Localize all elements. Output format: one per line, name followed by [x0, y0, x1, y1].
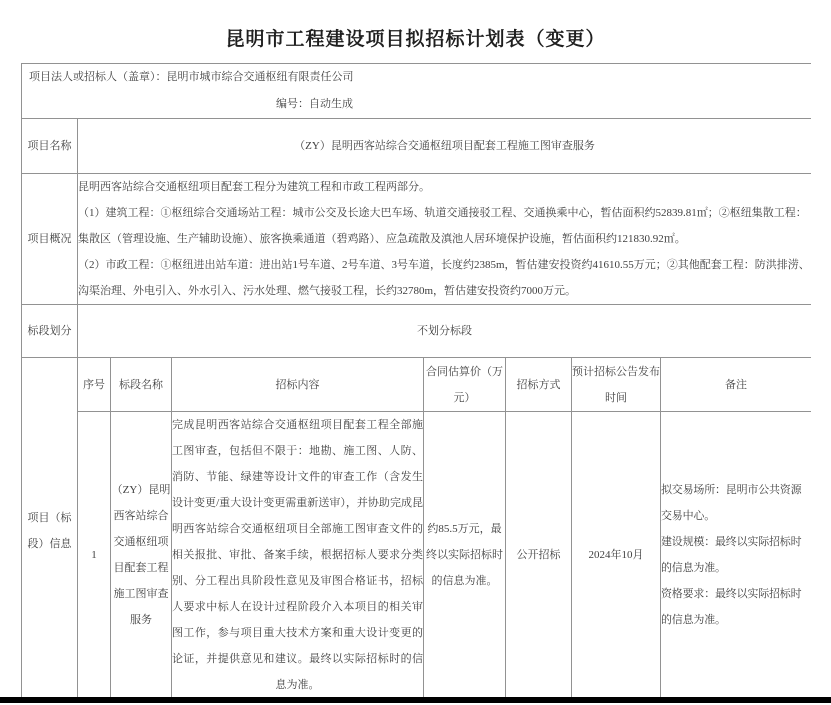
- cell-remarks: [661, 412, 812, 698]
- section-division-value: 不划分标段: [78, 305, 812, 358]
- bidding-plan-table: [21, 63, 811, 697]
- column-header-announce-time: 预计招标公告发布时间: [572, 358, 661, 412]
- project-overview-label: 项目概况: [22, 174, 78, 305]
- table-row: [22, 119, 812, 174]
- page-title: 昆明市工程建设项目拟招标计划表（变更）: [225, 29, 606, 50]
- column-header-section-name: 标段名称: [111, 358, 172, 412]
- project-name-label: 项目名称: [22, 119, 78, 174]
- remark-line: 拟交易场所：昆明市公共资源交易中心。: [661, 484, 802, 522]
- table-row: [22, 64, 812, 119]
- cell-announce-time: 2024年10月: [572, 412, 661, 698]
- column-header-content: 招标内容: [172, 358, 424, 412]
- remark-line: 资格要求：最终以实际招标时的信息为准。: [661, 588, 802, 626]
- project-overview-value: [78, 174, 812, 305]
- serial-number-line: 编号：自动生成: [276, 98, 353, 110]
- column-header-no: 序号: [78, 358, 111, 412]
- table-row: [22, 305, 812, 358]
- cell-no: 1: [78, 412, 111, 698]
- header-info-cell: [22, 64, 812, 119]
- cell-bid-method: 公开招标: [506, 412, 572, 698]
- cell-estimate: 约85.5万元，最终以实际招标时的信息为准。: [424, 412, 506, 698]
- section-info-label: 项目（标段）信息: [22, 358, 78, 698]
- table-header-row: [22, 358, 812, 412]
- project-name-value: （ZY）昆明西客站综合交通枢纽项目配套工程施工图审查服务: [78, 119, 812, 174]
- section-division-label: 标段划分: [22, 305, 78, 358]
- column-header-method: 招标方式: [506, 358, 572, 412]
- cell-bid-content: 完成昆明西客站综合交通枢纽项目配套工程全部施工图审查，包括但不限于：地勘、施工图、人防、消防、节能、绿建等设计文件的审查工作（含发生设计变更/重大设计变更需重新送审），并协助完成昆明西客站综合交通枢纽项目全部施工图审查文件的相关报批、审批、备案手续，根据招标人要求分类别、分工程出具阶段性意见及审图合格证书，招标人要求中标人在设计过程阶段介入本项目的相关审图工作，参与项目重大技术方案和重大设计变更的论证，并提供意见和建议。最终以实际招标时的信息为准。: [172, 412, 424, 698]
- overview-paragraph: （1）建筑工程：①枢纽综合交通场站工程：城市公交及长途大巴车场、轨道交通接驳工程、交通换乘中心，暂估面积约52839.81㎡；②枢纽集散工程：集散区（管理设施、生产辅助设施）、旅客换乘通道（碧鸡路）、应急疏散及滇池人居环境保护设施，暂估面积约121830.92㎡。: [78, 207, 807, 245]
- window-bottom-edge: [0, 697, 831, 703]
- legal-person-line: 项目法人或招标人（盖章）：昆明市城市综合交通枢纽有限责任公司: [29, 71, 354, 83]
- cell-section-name: （ZY）昆明西客站综合交通枢纽项目配套工程施工图审查服务: [111, 412, 172, 698]
- table-row: [22, 174, 812, 305]
- overview-paragraph: 昆明西客站综合交通枢纽项目配套工程分为建筑工程和市政工程两部分。: [78, 181, 430, 193]
- overview-paragraph: （2）市政工程：①枢纽进出站车道：进出站1号车道、2号车道、3号车道，长度约2385m，暂估建安投资约41610.55万元；②其他配套工程：防洪排涝、沟渠治理、外电引入、外水引入、污水处理、燃气接驳工程，长约32780m，暂估建安投资约7000万元。: [78, 259, 810, 297]
- column-header-estimate: 合同估算价（万元）: [424, 358, 506, 412]
- remark-line: 建设规模：最终以实际招标时的信息为准。: [661, 536, 802, 574]
- column-header-remarks: 备注: [661, 358, 812, 412]
- table-data-row: [22, 412, 812, 698]
